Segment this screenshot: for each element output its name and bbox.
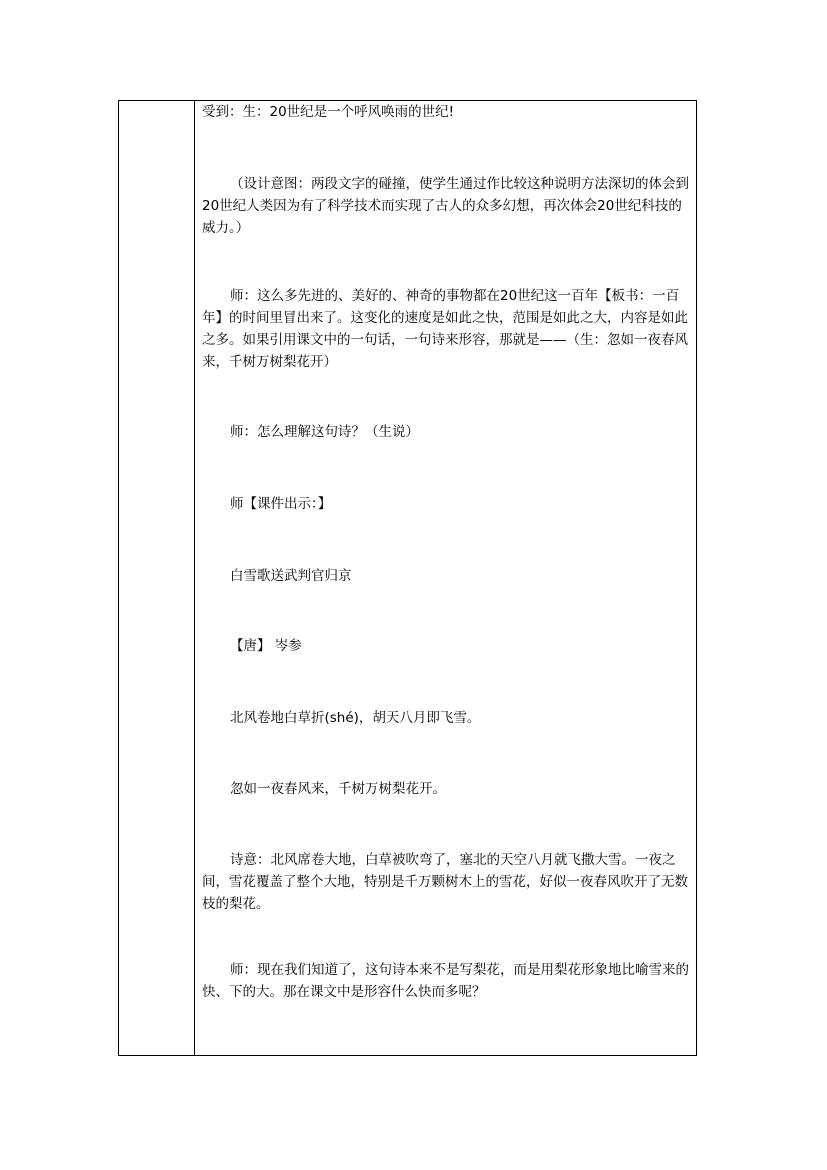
poem-author: 【唐】 岑参 [230, 638, 302, 654]
paragraph-poem-meaning: 诗意：北风席卷大地，白草被吹弯了，塞北的天空八月就飞撒大雪。一夜之间，雪花覆盖了整个大地，特别是千万颗树木上的雪花，好似一夜春风吹开了无数枝的梨花。 [202, 852, 688, 912]
paragraph-teacher-question: 师：怎么理解这句诗？（生说） [230, 424, 419, 440]
poem-line-1: 北风卷地白草折(shé)，胡天八月即飞雪。 [230, 710, 481, 726]
column-divider [194, 101, 195, 1055]
poem-title: 白雪歌送武判官归京 [230, 568, 352, 584]
paragraph-student-answer: 受到：生：20世纪是一个呼风唤雨的世纪! [202, 104, 455, 120]
lesson-table [118, 100, 697, 1056]
paragraph-courseware: 师【课件出示：】 [230, 496, 332, 512]
paragraph-teacher-explanation: 师：现在我们知道了，这句诗本来不是写梨花，而是用梨花形象地比喻雪来的快、下的大。那在课文中是形容什么快而多呢？ [202, 962, 689, 1000]
content-cell [202, 101, 690, 1055]
poem-line-2: 忽如一夜春风来，千树万树梨花开。 [230, 781, 446, 797]
paragraph-teacher-hundred-years: 师：这么多先进的、美好的、神奇的事物都在20世纪这一百年【板书：一百年】的时间里冒出来了。这变化的速度是如此之快，范围是如此之大，内容是如此之多。如果引用课文中的一句话，一句诗来形容，那就是——（生：忽如一夜春风来，千树万树梨花开） [202, 288, 688, 370]
paragraph-design-intent: （设计意图：两段文字的碰撞，使学生通过作比较这种说明方法深切的体会到20世纪人类因为有了科学技术而实现了古人的众多幻想，再次体会20世纪科技的威力。） [202, 176, 689, 236]
